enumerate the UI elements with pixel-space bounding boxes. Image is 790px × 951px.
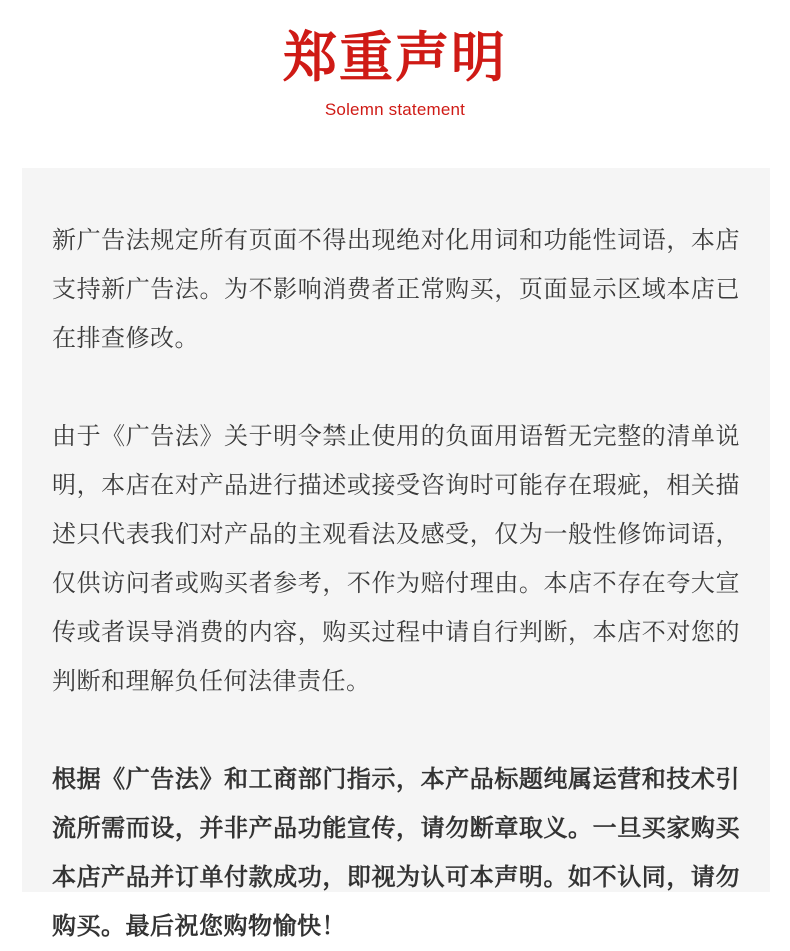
page-title: 郑重声明 [283,26,507,89]
statement-paragraph-1: 新广告法规定所有页面不得出现绝对化用词和功能性词语，本店支持新广告法。为不影响消费者正常购买，页面显示区域本店已在排查修改。 [52,226,740,352]
paragraph-spacer [52,706,740,755]
statement-panel [22,168,770,940]
statement-paragraph-3: 根据《广告法》和工商部门指示，本产品标题纯属运营和技术引流所需而设，并非产品功能宣传，请勿断章取义。一旦买家购买本店产品并订单付款成功，即视为认可本声明。如不认同，请勿购买。最后祝您购物愉快！ [52,765,740,940]
statement-paragraph-2: 由于《广告法》关于明令禁止使用的负面用语暂无完整的清单说明，本店在对产品进行描述或接受咨询时可能存在瑕疵，相关描述只代表我们对产品的主观看法及感受，仅为一般性修饰词语，仅供访问者或购买者参考，不作为赔付理由。本店不存在夸大宣传或者误导消费的内容，购买过程中请自行判断，本店不对您的判断和理解负任何法律责任。 [52,422,740,695]
page-subtitle: Solemn statement [324,100,466,119]
paragraph-spacer [52,363,740,412]
page-header [0,0,790,168]
